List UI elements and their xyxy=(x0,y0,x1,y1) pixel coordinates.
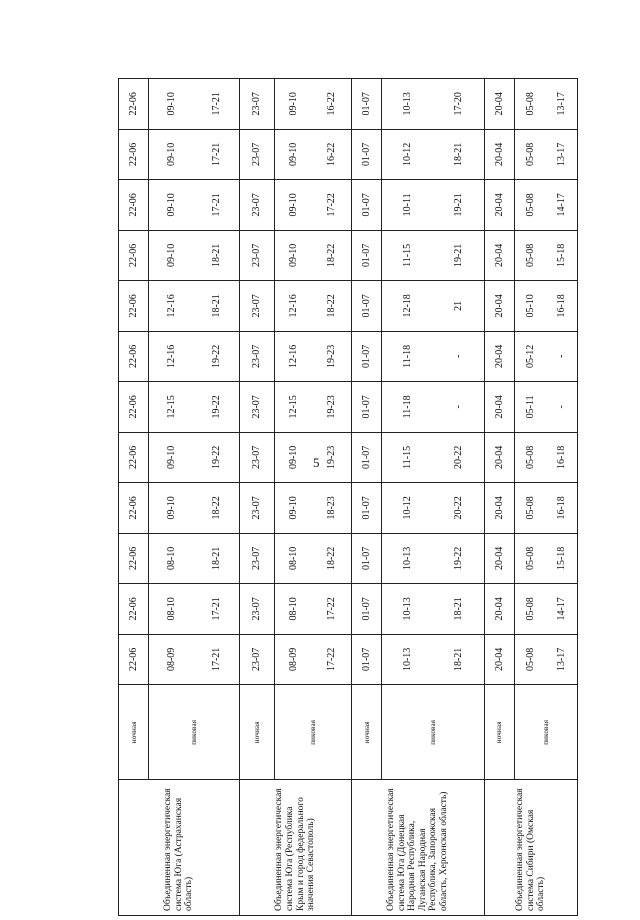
time-interval-cell xyxy=(515,79,578,130)
time-interval-stack xyxy=(515,537,577,581)
time-interval: 08-10 xyxy=(288,597,300,621)
time-interval: 13-17 xyxy=(555,142,567,167)
time-interval-cell: 22-06 xyxy=(119,432,149,483)
time-interval-cell: 22-06 xyxy=(119,79,149,130)
time-interval-cell xyxy=(382,634,485,685)
time-interval: 17-20 xyxy=(452,92,464,116)
time-interval-cell xyxy=(275,230,352,281)
region-name-cell: Объединенная энергетическая система Юга (Астраханская область) xyxy=(119,780,240,916)
time-interval-cell: 20-04 xyxy=(484,584,514,635)
time-interval-stack xyxy=(149,587,239,631)
time-interval: 12-16 xyxy=(165,294,177,318)
time-interval: 16-18 xyxy=(555,445,567,470)
time-interval-stack xyxy=(382,385,484,429)
time-interval-stack xyxy=(149,284,239,328)
time-interval-cell: 22-06 xyxy=(119,382,149,433)
time-interval-stack xyxy=(275,335,351,379)
time-interval: 14-17 xyxy=(555,597,567,621)
time-interval: 09-10 xyxy=(288,92,300,116)
time-interval-stack xyxy=(149,537,239,581)
time-interval-cell: 20-04 xyxy=(484,382,514,433)
time-interval-stack xyxy=(149,385,239,429)
time-interval-cell xyxy=(515,382,578,433)
time-interval: 19-22 xyxy=(452,546,464,571)
time-interval: 09-10 xyxy=(288,496,300,520)
time-interval-cell xyxy=(149,331,240,382)
time-interval-cell xyxy=(149,281,240,332)
time-interval: 12-16 xyxy=(288,344,300,369)
mode-cell: пиковая xyxy=(382,685,485,780)
time-interval-stack xyxy=(149,486,239,530)
time-interval: 05-08 xyxy=(524,445,536,470)
time-interval: 19-22 xyxy=(210,445,222,470)
time-interval-stack xyxy=(275,234,351,278)
time-interval-cell xyxy=(515,180,578,231)
time-interval: 08-10 xyxy=(288,546,300,571)
time-interval-cell: 01-07 xyxy=(351,230,381,281)
time-interval-cell xyxy=(275,281,352,332)
time-interval: 18-21 xyxy=(210,294,222,318)
time-interval-cell xyxy=(149,533,240,584)
time-interval-cell: 01-07 xyxy=(351,79,381,130)
time-interval: 09-10 xyxy=(165,243,177,268)
time-interval: 20-22 xyxy=(452,496,464,520)
time-interval-stack xyxy=(275,82,351,126)
time-interval-cell xyxy=(149,483,240,534)
mode-cell: пиковая xyxy=(149,685,240,780)
time-interval-cell: 20-04 xyxy=(484,129,514,180)
time-interval: 05-08 xyxy=(524,647,536,672)
time-interval-cell: 22-06 xyxy=(119,634,149,685)
mode-cell: пиковая xyxy=(515,685,578,780)
time-interval-cell: 23-07 xyxy=(240,129,275,180)
time-interval-stack xyxy=(275,587,351,631)
table-row-night xyxy=(351,79,381,916)
time-interval: 19-21 xyxy=(452,243,464,268)
time-interval: - xyxy=(452,405,464,409)
time-interval: 10-11 xyxy=(401,193,413,217)
region-name-cell: Объединенная энергетическая система Юга (Донецкая Народная Республика, Луганская Народная Республика, Запорожская область, Херсонская область) xyxy=(351,780,484,916)
time-interval-cell xyxy=(515,584,578,635)
time-interval: 20-22 xyxy=(452,445,464,470)
time-interval: 10-13 xyxy=(401,92,413,116)
time-interval-cell: 23-07 xyxy=(240,331,275,382)
time-interval-stack xyxy=(515,385,577,429)
time-interval-stack xyxy=(275,486,351,530)
time-interval: 21 xyxy=(452,300,464,311)
time-interval: 14-17 xyxy=(555,193,567,217)
time-interval-cell xyxy=(382,331,485,382)
time-interval-cell: 22-06 xyxy=(119,281,149,332)
time-interval: 15-18 xyxy=(555,546,567,571)
time-interval-stack xyxy=(515,486,577,530)
time-interval-cell xyxy=(382,281,485,332)
time-interval: 17-22 xyxy=(326,647,338,672)
time-interval: 18-22 xyxy=(326,243,338,268)
time-interval-stack xyxy=(149,436,239,480)
time-interval-cell: 23-07 xyxy=(240,533,275,584)
time-interval-stack xyxy=(515,587,577,631)
mode-cell: ночная xyxy=(484,685,514,780)
time-interval: 05-08 xyxy=(524,193,536,217)
time-interval: 09-10 xyxy=(165,92,177,116)
time-interval-stack xyxy=(515,82,577,126)
time-interval-cell xyxy=(382,230,485,281)
time-interval-cell xyxy=(275,483,352,534)
time-interval-stack xyxy=(382,133,484,177)
time-interval-cell xyxy=(275,180,352,231)
time-interval-cell xyxy=(515,432,578,483)
time-interval-stack xyxy=(275,284,351,328)
time-interval: 17-21 xyxy=(210,647,222,672)
time-interval: 10-13 xyxy=(401,597,413,621)
mode-cell: ночная xyxy=(240,685,275,780)
time-interval: 08-10 xyxy=(165,546,177,571)
rotated-table-frame xyxy=(118,78,578,916)
time-interval: 09-10 xyxy=(165,496,177,520)
time-interval-cell xyxy=(149,230,240,281)
time-interval-cell: 01-07 xyxy=(351,533,381,584)
time-interval-cell xyxy=(149,432,240,483)
time-interval: 18-23 xyxy=(326,496,338,520)
time-interval: 17-21 xyxy=(210,597,222,621)
time-interval-cell: 22-06 xyxy=(119,533,149,584)
time-interval-cell: 20-04 xyxy=(484,281,514,332)
time-interval-cell: 20-04 xyxy=(484,432,514,483)
time-interval: 16-18 xyxy=(555,294,567,318)
time-interval-cell xyxy=(515,634,578,685)
page-number: 5 xyxy=(313,455,320,470)
time-interval-cell: 23-07 xyxy=(240,584,275,635)
time-interval-cell: 22-06 xyxy=(119,584,149,635)
time-interval-cell: 20-04 xyxy=(484,533,514,584)
time-interval: 09-10 xyxy=(288,243,300,268)
time-interval: - xyxy=(555,354,567,359)
time-interval: 11-18 xyxy=(401,395,413,419)
time-interval: 11-18 xyxy=(401,344,413,368)
time-interval-cell xyxy=(382,584,485,635)
time-interval: 19-22 xyxy=(210,395,222,419)
time-interval-cell: 01-07 xyxy=(351,634,381,685)
time-interval-stack xyxy=(382,82,484,126)
time-interval-cell: 01-07 xyxy=(351,584,381,635)
time-interval-stack xyxy=(382,183,484,227)
time-interval: 16-22 xyxy=(326,92,338,116)
time-interval-stack xyxy=(382,335,484,379)
time-interval-cell: 01-07 xyxy=(351,129,381,180)
time-interval: 18-22 xyxy=(326,294,338,318)
time-interval: 19-21 xyxy=(452,193,464,217)
time-interval-cell: 01-07 xyxy=(351,483,381,534)
time-interval: 05-08 xyxy=(524,142,536,167)
time-interval-cell xyxy=(515,533,578,584)
time-interval: 15-18 xyxy=(555,243,567,268)
time-interval-cell: 22-06 xyxy=(119,230,149,281)
time-interval-cell xyxy=(275,331,352,382)
time-interval: 12-15 xyxy=(165,395,177,419)
time-interval-cell: 20-04 xyxy=(484,634,514,685)
time-interval-cell: 20-04 xyxy=(484,180,514,231)
time-interval-cell xyxy=(515,281,578,332)
time-interval: 11-15 xyxy=(401,243,413,267)
time-interval: 08-09 xyxy=(165,647,177,672)
time-interval-cell xyxy=(382,382,485,433)
time-interval: 13-17 xyxy=(555,92,567,116)
time-interval: 13-17 xyxy=(555,647,567,672)
time-interval-cell xyxy=(382,79,485,130)
time-interval-stack xyxy=(515,335,577,379)
time-interval-cell: 01-07 xyxy=(351,382,381,433)
schedule-table xyxy=(118,78,578,916)
time-interval-cell xyxy=(515,129,578,180)
time-interval-cell: 01-07 xyxy=(351,180,381,231)
time-interval: 18-21 xyxy=(452,647,464,672)
time-interval-stack xyxy=(515,284,577,328)
time-interval-stack xyxy=(515,183,577,227)
time-interval-stack xyxy=(275,537,351,581)
time-interval: 05-10 xyxy=(524,294,536,318)
time-interval-stack xyxy=(515,234,577,278)
time-interval: 05-08 xyxy=(524,496,536,520)
time-interval: 18-21 xyxy=(452,597,464,621)
time-interval-cell xyxy=(149,129,240,180)
time-interval-cell xyxy=(149,180,240,231)
time-interval: 16-18 xyxy=(555,496,567,520)
time-interval: 17-21 xyxy=(210,92,222,116)
time-interval-stack xyxy=(275,183,351,227)
time-interval-cell xyxy=(382,533,485,584)
time-interval-cell: 01-07 xyxy=(351,432,381,483)
mode-cell: ночная xyxy=(351,685,381,780)
time-interval-cell xyxy=(149,79,240,130)
time-interval: 09-10 xyxy=(288,445,300,470)
time-interval-stack xyxy=(149,133,239,177)
time-interval: 05-12 xyxy=(524,344,536,369)
region-name-cell: Объединенная энергетическая система Сибири (Омская область) xyxy=(484,780,577,916)
time-interval-cell xyxy=(149,634,240,685)
time-interval: 08-09 xyxy=(288,647,300,672)
time-interval-cell xyxy=(149,382,240,433)
time-interval-cell: 23-07 xyxy=(240,281,275,332)
time-interval-cell: 23-07 xyxy=(240,180,275,231)
time-interval-stack xyxy=(382,234,484,278)
time-interval: 10-12 xyxy=(401,142,413,167)
time-interval: 16-22 xyxy=(326,142,338,167)
time-interval: 18-22 xyxy=(210,496,222,520)
time-interval-cell xyxy=(275,382,352,433)
time-interval-cell xyxy=(515,483,578,534)
mode-cell: пиковая xyxy=(275,685,352,780)
time-interval: 10-13 xyxy=(401,546,413,571)
time-interval-cell: 23-07 xyxy=(240,483,275,534)
time-interval-cell xyxy=(275,129,352,180)
time-interval: 05-08 xyxy=(524,92,536,116)
time-interval: 08-10 xyxy=(165,597,177,621)
time-interval-stack xyxy=(515,436,577,480)
time-interval-stack xyxy=(382,638,484,682)
time-interval-stack xyxy=(515,638,577,682)
time-interval-cell xyxy=(275,432,352,483)
time-interval: 12-15 xyxy=(288,395,300,419)
table-row-night xyxy=(240,79,275,916)
time-interval: 12-16 xyxy=(165,344,177,369)
time-interval: 12-16 xyxy=(288,294,300,318)
time-interval: 17-22 xyxy=(326,193,338,217)
time-interval: 09-10 xyxy=(165,142,177,167)
time-interval-cell: 23-07 xyxy=(240,79,275,130)
time-interval-cell: 20-04 xyxy=(484,79,514,130)
time-interval-stack xyxy=(149,234,239,278)
time-interval-stack xyxy=(149,638,239,682)
time-interval-cell: 23-07 xyxy=(240,382,275,433)
time-interval-stack xyxy=(275,436,351,480)
time-interval-cell xyxy=(275,533,352,584)
time-interval-stack xyxy=(149,335,239,379)
time-interval-cell xyxy=(382,129,485,180)
time-interval-cell xyxy=(382,483,485,534)
time-interval-cell: 01-07 xyxy=(351,281,381,332)
time-interval: 10-13 xyxy=(401,647,413,672)
time-interval: 18-21 xyxy=(452,142,464,167)
time-interval-cell: 23-07 xyxy=(240,432,275,483)
region-name-cell: Объединенная энергетическая система Юга (Республика Крым и город федерального значения Севастополь) xyxy=(240,780,352,916)
time-interval: - xyxy=(555,405,567,409)
time-interval: 19-23 xyxy=(326,395,338,419)
time-interval-stack xyxy=(149,82,239,126)
schedule-table-body xyxy=(119,79,578,916)
time-interval: 05-08 xyxy=(524,243,536,268)
time-interval-cell: 22-06 xyxy=(119,483,149,534)
time-interval: 17-21 xyxy=(210,142,222,167)
time-interval: 19-23 xyxy=(326,344,338,369)
time-interval-cell: 01-07 xyxy=(351,331,381,382)
time-interval-stack xyxy=(275,638,351,682)
time-interval: 18-21 xyxy=(210,243,222,268)
time-interval-stack xyxy=(382,436,484,480)
time-interval-stack xyxy=(382,284,484,328)
table-row-night xyxy=(119,79,149,916)
time-interval-cell xyxy=(382,432,485,483)
time-interval-cell: 23-07 xyxy=(240,634,275,685)
time-interval-cell xyxy=(382,180,485,231)
time-interval-stack xyxy=(382,537,484,581)
time-interval: - xyxy=(452,354,464,359)
time-interval-stack xyxy=(149,183,239,227)
time-interval: 18-21 xyxy=(210,546,222,571)
time-interval: 05-08 xyxy=(524,546,536,571)
time-interval: 17-22 xyxy=(326,597,338,621)
time-interval-stack xyxy=(382,587,484,631)
time-interval-stack xyxy=(515,133,577,177)
time-interval: 05-08 xyxy=(524,597,536,621)
time-interval-cell xyxy=(275,584,352,635)
time-interval-cell xyxy=(275,79,352,130)
time-interval-cell xyxy=(149,584,240,635)
time-interval: 19-22 xyxy=(210,344,222,369)
schedule-table-wrapper xyxy=(118,78,578,916)
time-interval: 05-11 xyxy=(524,395,536,419)
time-interval: 19-23 xyxy=(326,445,338,470)
time-interval: 17-21 xyxy=(210,193,222,217)
time-interval: 09-10 xyxy=(165,445,177,470)
time-interval-stack xyxy=(275,133,351,177)
time-interval-stack xyxy=(382,486,484,530)
time-interval: 09-10 xyxy=(288,193,300,217)
time-interval-stack xyxy=(275,385,351,429)
time-interval-cell xyxy=(515,230,578,281)
time-interval-cell: 20-04 xyxy=(484,230,514,281)
time-interval-cell xyxy=(275,634,352,685)
table-row-night xyxy=(484,79,514,916)
time-interval-cell: 23-07 xyxy=(240,230,275,281)
time-interval: 12-18 xyxy=(401,294,413,318)
mode-cell: ночная xyxy=(119,685,149,780)
time-interval-cell: 20-04 xyxy=(484,331,514,382)
time-interval-cell: 22-06 xyxy=(119,331,149,382)
time-interval-cell: 22-06 xyxy=(119,129,149,180)
time-interval: 11-15 xyxy=(401,445,413,469)
time-interval-cell: 22-06 xyxy=(119,180,149,231)
time-interval: 09-10 xyxy=(288,142,300,167)
time-interval-cell: 20-04 xyxy=(484,483,514,534)
time-interval: 18-22 xyxy=(326,546,338,571)
time-interval: 09-10 xyxy=(165,193,177,217)
time-interval: 10-12 xyxy=(401,496,413,520)
time-interval-cell xyxy=(515,331,578,382)
